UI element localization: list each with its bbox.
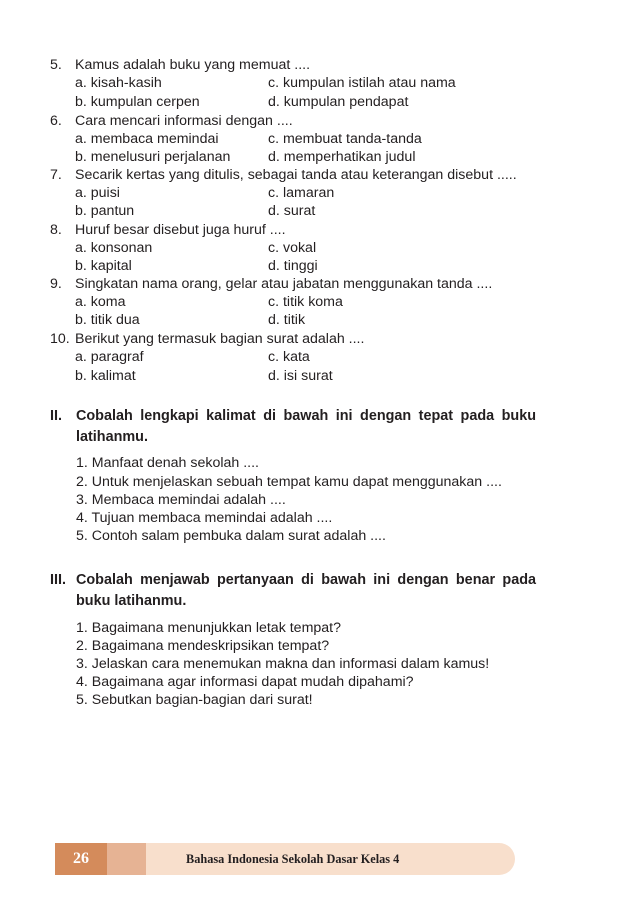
section-2-item: 4. Tujuan membaca memindai adalah .... [76,510,333,526]
question-number: 7. [50,167,62,183]
footer-block-mid [107,843,146,875]
question-text: Secarik kertas yang ditulis, sebagai tanda atau keterangan disebut ..... [75,167,517,183]
option-a: a. puisi [75,185,120,201]
section-3-item: 4. Bagaimana agar informasi dapat mudah dipahami? [76,674,414,690]
option-d: d. surat [268,203,316,219]
question-number: 6. [50,113,62,129]
option-c: c. lamaran [268,185,335,201]
option-a: a. membaca memindai [75,131,219,147]
section-2-item: 1. Manfaat denah sekolah .... [76,455,259,471]
question-9 [50,276,493,292]
question-number: 10. [50,331,70,347]
question-number: 5. [50,57,62,73]
section-3-number: III. [50,572,66,588]
question-text: Huruf besar disebut juga huruf .... [75,222,286,238]
option-d: d. memperhatikan judul [268,149,416,165]
question-text: Singkatan nama orang, gelar atau jabatan menggunakan tanda .... [75,276,493,292]
section-2-item: 3. Membaca memindai adalah .... [76,492,286,508]
question-text: Cara mencari informasi dengan .... [75,113,293,129]
question-6 [50,113,293,129]
section-2-instruction: Cobalah lengkapi kalimat di bawah ini dengan tepat pada buku latihanmu. [76,408,536,445]
question-10 [50,331,365,347]
option-a: a. konsonan [75,240,153,256]
page-footer [0,843,638,875]
question-7 [50,167,517,183]
option-c: c. vokal [268,240,317,256]
question-text: Kamus adalah buku yang memuat .... [75,57,311,73]
option-d: d. titik [268,312,306,328]
section-3-item: 1. Bagaimana menunjukkan letak tempat? [76,620,341,636]
option-c: c. membuat tanda-tanda [268,131,422,147]
option-c: c. titik koma [268,294,343,310]
section-2-item: 2. Untuk menjelaskan sebuah tempat kamu dapat menggunakan .... [76,474,502,490]
option-a: a. paragraf [75,349,144,365]
option-d: d. tinggi [268,258,318,274]
question-text: Berikut yang termasuk bagian surat adalah .... [75,331,365,347]
option-d: d. isi surat [268,368,333,384]
section-3-item: 5. Sebutkan bagian-bagian dari surat! [76,692,313,708]
question-number: 8. [50,222,62,238]
section-3-item: 2. Bagaimana mendeskripsikan tempat? [76,638,330,654]
option-b: b. titik dua [75,312,140,328]
section-3-item: 3. Jelaskan cara menemukan makna dan informasi dalam kamus! [76,656,490,672]
question-8 [50,222,286,238]
option-b: b. kapital [75,258,132,274]
option-b: b. menelusuri perjalanan [75,149,231,165]
section-2-number: II. [50,408,62,424]
page-number: 26 [73,850,89,867]
option-a: a. koma [75,294,126,310]
section-3-instruction: Cobalah menjawab pertanyaan di bawah ini dengan benar pada buku latihanmu. [76,572,536,609]
section-2-item: 5. Contoh salam pembuka dalam surat adalah .... [76,528,386,544]
question-number: 9. [50,276,62,292]
book-title: Bahasa Indonesia Sekolah Dasar Kelas 4 [186,852,400,866]
option-a: a. kisah-kasih [75,75,162,91]
option-c: c. kumpulan istilah atau nama [268,75,456,91]
option-b: b. pantun [75,203,135,219]
option-c: c. kata [268,349,310,365]
option-b: b. kalimat [75,368,136,384]
option-d: d. kumpulan pendapat [268,94,409,110]
question-5 [50,57,311,73]
option-b: b. kumpulan cerpen [75,94,200,110]
